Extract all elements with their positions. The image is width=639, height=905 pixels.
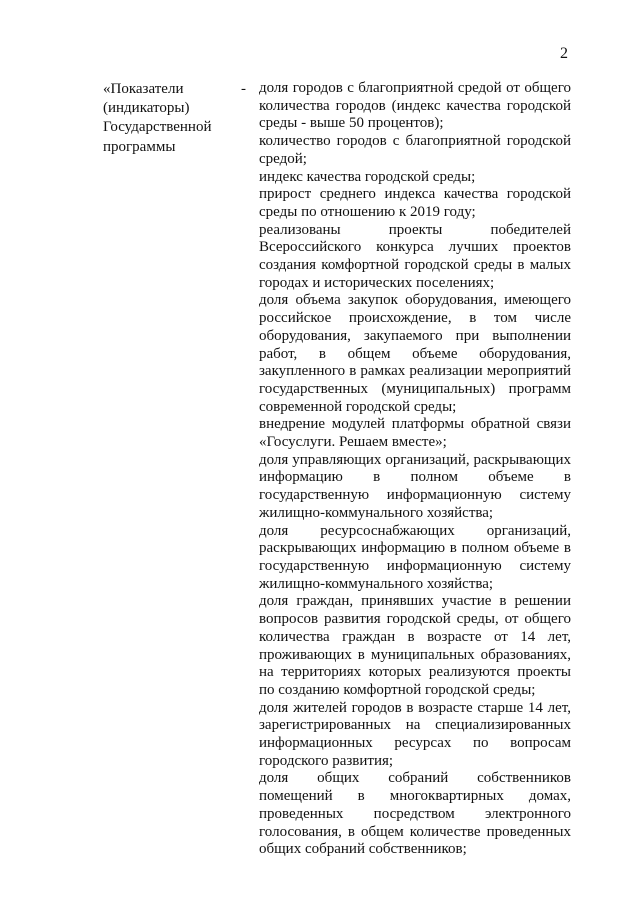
indicator-item: количество городов с благоприятной городской средой; — [259, 133, 571, 167]
section-label-line: Государственной — [103, 119, 212, 136]
indicator-item: доля общих собраний собственников помещений в многоквартирных домах, проведенных посредством электронного голосования, в общем количестве проведенных общих собраний собственников; — [259, 770, 571, 858]
section-label-line: «Показатели — [103, 81, 184, 97]
indicator-item: индекс качества городской среды; — [259, 168, 476, 185]
indicator-item: доля управляющих организаций, раскрывающих информацию в полном объеме в государственную информационную систему жилищно-коммунального хозяйства; — [259, 451, 571, 521]
indicator-item: доля жителей городов в возрасте старше 14 лет, зарегистрированных на специализированных информационных ресурсах по вопросам городского развития; — [259, 699, 571, 769]
section-label — [103, 80, 238, 157]
indicator-item: внедрение модулей платформы обратной связи «Госуслуги. Решаем вместе»; — [259, 416, 571, 451]
indicator-item: прирост среднего индекса качества городской среды по отношению к 2019 году; — [259, 186, 571, 220]
section-label-line: программы — [103, 138, 176, 155]
page-number: 2 — [560, 45, 568, 62]
indicator-list — [259, 80, 571, 859]
indicator-item: доля граждан, принявших участие в решении вопросов развития городской среды, от общего количества граждан в возрасте от 14 лет, проживающих в муниципальных образованиях, на территориях которых реализуются проекты по созданию комфортной городской среды; — [259, 593, 571, 698]
indicator-item: доля объема закупок оборудования, имеющего российское происхождение, в том числе оборудования, закупаемого при выполнении работ, в общем объеме оборудования, закупленного в рамках реализации мероприятий государственных (муниципальных) программ современной городской среды; — [259, 292, 571, 415]
indicator-item: реализованы проекты победителей Всероссийского конкурса лучших проектов создания комфортной городской среды в малых городах и исторических поселениях; — [259, 221, 571, 291]
separator-dash: - — [241, 81, 246, 97]
indicator-item: доля ресурсоснабжающих организаций, раскрывающих информацию в полном объеме в государственную информационную систему жилищно-коммунального хозяйства; — [259, 522, 571, 592]
section-label-line: (индикаторы) — [103, 100, 190, 117]
indicator-item: доля городов с благоприятной средой от общего количества городов (индекс качества городской среды - выше 50 процентов); — [259, 80, 571, 132]
